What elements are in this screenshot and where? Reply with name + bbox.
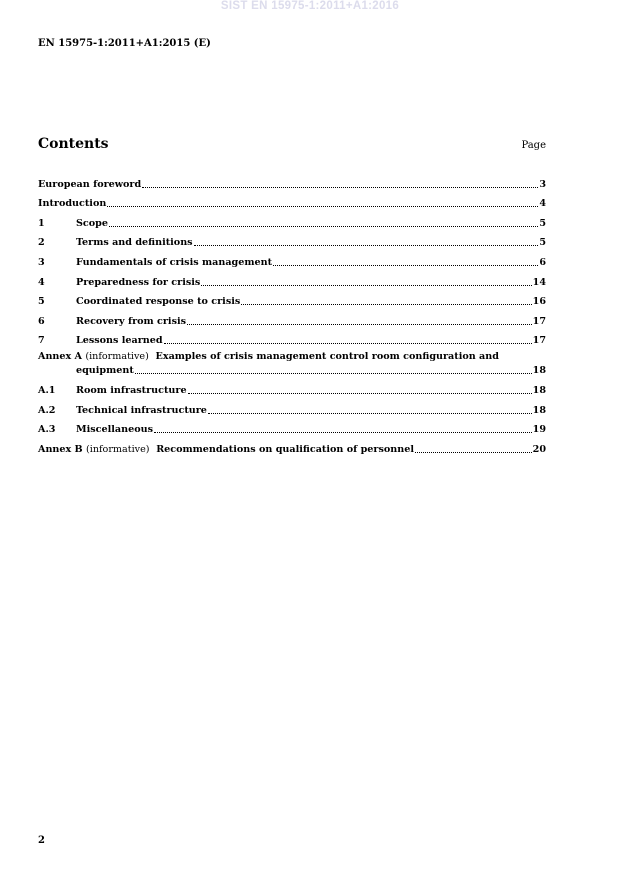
dot-leader — [164, 342, 532, 344]
toc-entry-fundamentals[interactable] — [38, 248, 546, 268]
dot-leader — [415, 451, 532, 453]
watermark: SIST EN 15975-1:2011+A1:2016 — [220, 0, 400, 12]
dot-leader — [142, 186, 538, 188]
toc-number: 4 — [38, 276, 45, 288]
toc-page: 19 — [532, 424, 546, 436]
toc-entry-a3[interactable] — [38, 416, 546, 436]
toc-number: A.1 — [38, 384, 56, 396]
toc-label: European foreword — [38, 178, 142, 190]
toc-label: Miscellaneous — [76, 424, 153, 436]
dot-leader — [194, 244, 539, 246]
toc-label: Fundamentals of crisis management — [76, 256, 273, 268]
toc-page: 18 — [532, 404, 546, 416]
toc-number: 2 — [38, 237, 45, 249]
page-number: 2 — [38, 835, 45, 846]
toc-page: 16 — [532, 296, 546, 308]
toc-page: 3 — [539, 178, 546, 190]
toc-page: 6 — [539, 256, 546, 268]
toc-entry-coordinated-response[interactable] — [38, 288, 546, 308]
toc-number: 1 — [38, 217, 45, 229]
toc-entry-european-foreword[interactable] — [38, 170, 546, 190]
toc-label: Technical infrastructure — [76, 404, 207, 416]
toc-entry-recovery[interactable] — [38, 307, 546, 327]
toc-page: 18 — [532, 384, 546, 396]
toc-label: Scope — [76, 217, 108, 229]
toc-page: 17 — [532, 315, 546, 327]
toc-label: Room infrastructure — [76, 384, 187, 396]
toc-number: 7 — [38, 335, 45, 347]
toc-entry-terms[interactable] — [38, 229, 546, 249]
toc-label: Lessons learned — [76, 335, 163, 347]
toc-number: 6 — [38, 315, 45, 327]
dot-leader — [135, 372, 532, 374]
toc-label: Preparedness for crisis — [76, 276, 201, 288]
toc-label: Coordinated response to crisis — [76, 296, 241, 308]
toc-page: 17 — [532, 335, 546, 347]
toc-label: Recovery from crisis — [76, 315, 187, 327]
dot-leader — [241, 303, 531, 305]
toc-label: Introduction — [38, 198, 107, 210]
toc-entry-a1[interactable] — [38, 376, 546, 396]
dot-leader — [208, 412, 532, 414]
toc-entry-a2[interactable] — [38, 396, 546, 416]
toc-entry-preparedness[interactable] — [38, 268, 546, 288]
contents-title: Contents — [38, 136, 109, 152]
toc-number: 5 — [38, 296, 45, 308]
toc-number: A.2 — [38, 404, 56, 416]
annex-title-line1: Examples of crisis management control room configuration and — [155, 351, 499, 363]
dot-leader — [188, 392, 532, 394]
toc-entry-scope[interactable] — [38, 209, 546, 229]
toc-number: A.3 — [38, 424, 56, 436]
toc-page: 14 — [532, 276, 546, 288]
dot-leader — [201, 284, 531, 286]
annex-title-line2: equipment — [76, 365, 134, 377]
toc-number: 3 — [38, 256, 45, 268]
toc-page: 5 — [539, 217, 546, 229]
page-column-label: Page — [521, 140, 546, 151]
dot-leader — [109, 225, 538, 227]
annex-title: Recommendations on qualification of personnel — [156, 443, 414, 455]
toc-page: 4 — [539, 198, 546, 210]
annex-type: (informative) — [85, 351, 149, 363]
annex-type: (informative) — [86, 443, 150, 455]
toc-page: 18 — [532, 365, 546, 377]
toc-entry-annex-b[interactable] — [38, 435, 546, 455]
toc-entry-annex-a[interactable] — [38, 346, 546, 376]
toc-entry-introduction[interactable] — [38, 190, 546, 210]
dot-leader — [107, 205, 538, 207]
annex-prefix: Annex A — [38, 351, 83, 363]
dot-leader — [273, 264, 538, 266]
dot-leader — [154, 431, 532, 433]
toc-label: Terms and definitions — [76, 237, 193, 249]
toc-entry-lessons-learned[interactable] — [38, 327, 546, 347]
toc-page: 5 — [539, 237, 546, 249]
toc-page: 20 — [532, 443, 546, 455]
annex-prefix: Annex B — [38, 443, 83, 455]
dot-leader — [187, 323, 532, 325]
document-header: EN 15975-1:2011+A1:2015 (E) — [38, 38, 211, 49]
table-of-contents — [38, 170, 546, 455]
